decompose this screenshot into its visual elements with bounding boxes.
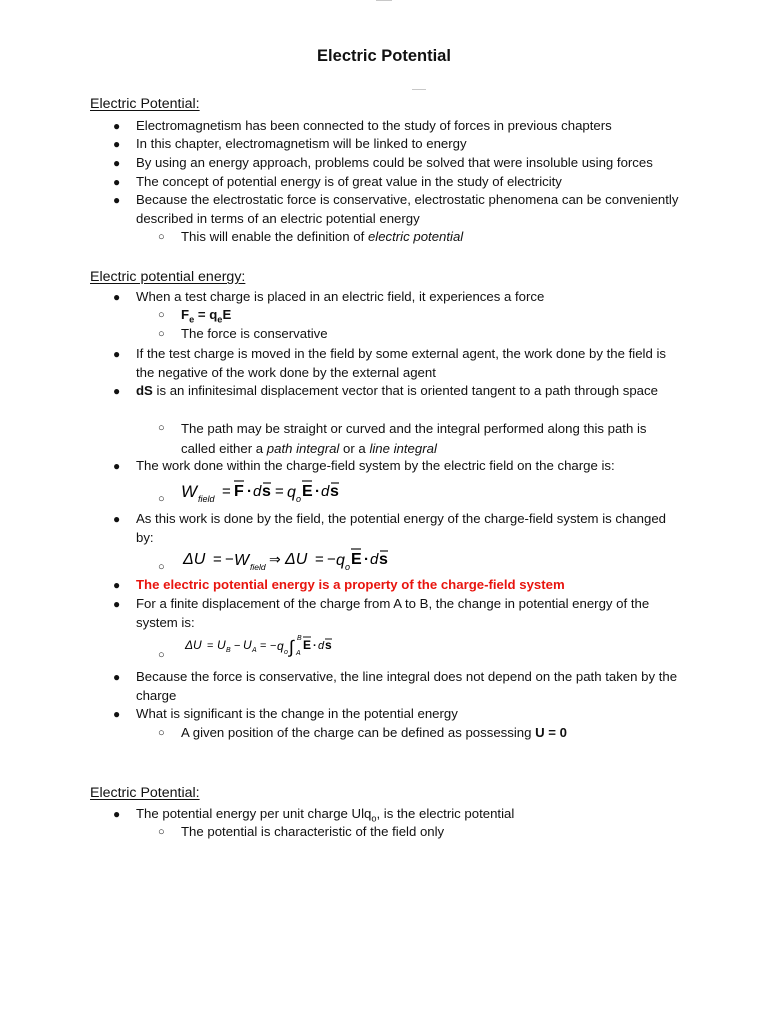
- sub-list-item: A given position of the charge can be defined as possessing U = 0: [181, 725, 567, 740]
- svg-text:W: W: [234, 552, 250, 569]
- svg-text:s: s: [262, 483, 271, 500]
- svg-text:∫: ∫: [289, 637, 294, 657]
- svg-text:E: E: [303, 638, 312, 652]
- svg-text:−: −: [270, 640, 277, 652]
- bullet-icon: ●: [113, 707, 121, 721]
- section-heading-electric-potential-energy: Electric potential energy:: [90, 269, 246, 285]
- svg-text:field: field: [198, 494, 215, 504]
- bullet-icon: ●: [113, 670, 121, 684]
- svg-text:s: s: [379, 551, 388, 568]
- list-item: The potential energy per unit charge Ulq$_o$, is the electric potential: [136, 806, 515, 824]
- svg-text:·: ·: [364, 551, 369, 568]
- svg-text:q: q: [287, 484, 296, 501]
- title-divider: [412, 89, 426, 90]
- sub-bullet-icon: ○: [158, 231, 165, 243]
- svg-text:U: U: [217, 638, 226, 652]
- svg-text:=: =: [222, 483, 231, 500]
- svg-text:d: d: [370, 551, 379, 568]
- svg-text:q: q: [277, 639, 284, 653]
- section-heading-electric-potential: Electric Potential:: [90, 96, 200, 112]
- svg-text:·: ·: [315, 483, 320, 500]
- svg-text:=: =: [207, 640, 214, 652]
- svg-text:−: −: [234, 640, 241, 652]
- svg-text:A: A: [252, 647, 257, 654]
- svg-text:E: E: [302, 483, 313, 500]
- bullet-icon: ●: [113, 119, 121, 133]
- svg-text:W: W: [181, 482, 198, 501]
- list-item: By using an energy approach, problems could be solved that were insoluble using forces: [136, 155, 653, 170]
- bullet-icon: ●: [113, 156, 121, 170]
- potential-energy-change-equation: [181, 546, 391, 574]
- force-equation: $F_e = q_eE$: [181, 307, 232, 325]
- svg-text:F: F: [234, 483, 244, 500]
- svg-text:ΔU: ΔU: [183, 551, 206, 568]
- list-item: If the test charge is moved in the field by some external agent, the work done by the field is the negative of the work done by the external agent: [136, 346, 666, 380]
- svg-text:·: ·: [313, 640, 317, 652]
- svg-text:s: s: [330, 483, 339, 500]
- highlighted-statement: The electric potential energy is a property of the charge-field system: [136, 577, 565, 592]
- sub-bullet-icon: ○: [158, 649, 165, 661]
- list-item: For a finite displacement of the charge from A to B, the change in potential energy of the system is:: [136, 596, 650, 630]
- list-item: In this chapter, electromagnetism will be linked to energy: [136, 136, 467, 151]
- sub-list-item: The force is conservative: [181, 326, 328, 341]
- svg-text:−: −: [225, 551, 234, 568]
- section-heading-electric-potential-2: Electric Potential:: [90, 785, 200, 801]
- bullet-icon: ●: [113, 578, 121, 592]
- bullet-icon: ●: [113, 459, 121, 473]
- svg-text:ΔU: ΔU: [285, 551, 308, 568]
- svg-text:U: U: [243, 638, 252, 652]
- list-item: What is significant is the change in the potential energy: [136, 706, 458, 721]
- svg-text:·: ·: [247, 483, 252, 500]
- list-item: As this work is done by the field, the potential energy of the charge-field system is changed by:: [136, 511, 666, 545]
- sub-list-item: This will enable the definition of electric potential: [181, 229, 464, 244]
- svg-text:=: =: [275, 483, 284, 500]
- svg-text:⇒: ⇒: [269, 551, 281, 567]
- svg-text:A: A: [296, 650, 301, 657]
- potential-energy-change-graphic: [181, 546, 391, 574]
- sub-bullet-icon: ○: [158, 309, 165, 321]
- top-rule: [376, 0, 392, 1]
- list-item: dS is an infinitesimal displacement vector that is oriented tangent to a path through space: [136, 383, 658, 398]
- svg-text:d: d: [321, 483, 330, 500]
- svg-text:o: o: [284, 649, 288, 656]
- svg-text:ΔU: ΔU: [185, 638, 202, 652]
- sub-list-item: The potential is characteristic of the field only: [181, 824, 445, 839]
- svg-text:=: =: [260, 640, 267, 652]
- bullet-icon: ●: [113, 597, 121, 611]
- sub-bullet-icon: ○: [158, 727, 165, 739]
- sub-bullet-icon: ○: [158, 493, 165, 505]
- svg-text:B: B: [297, 635, 302, 642]
- sub-bullet-icon: ○: [158, 328, 165, 340]
- svg-text:B: B: [226, 647, 231, 654]
- sub-bullet-icon: ○: [158, 422, 165, 434]
- sub-bullet-icon: ○: [158, 561, 165, 573]
- svg-text:=: =: [213, 551, 222, 568]
- bullet-icon: ●: [113, 512, 121, 526]
- list-item: When a test charge is placed in an electric field, it experiences a force: [136, 289, 545, 304]
- svg-text:q: q: [336, 552, 345, 569]
- sub-bullet-icon: ○: [158, 826, 165, 838]
- svg-text:−: −: [327, 551, 336, 568]
- bullet-icon: ●: [113, 384, 121, 398]
- work-equation: [181, 478, 361, 506]
- finite-displacement-equation: [185, 630, 345, 660]
- bullet-icon: ●: [113, 193, 121, 207]
- list-item: Electromagnetism has been connected to the study of forces in previous chapters: [136, 118, 612, 133]
- bullet-icon: ●: [113, 807, 121, 821]
- svg-text:d: d: [253, 483, 262, 500]
- bullet-icon: ●: [113, 347, 121, 361]
- svg-text:o: o: [345, 562, 351, 572]
- finite-displacement-graphic: [185, 630, 345, 660]
- page-title: Electric Potential: [317, 47, 451, 65]
- list-item: The concept of potential energy is of great value in the study of electricity: [136, 174, 562, 189]
- bullet-icon: ●: [113, 137, 121, 151]
- svg-text:s: s: [325, 638, 332, 652]
- svg-text:E: E: [351, 551, 362, 568]
- bullet-icon: ●: [113, 290, 121, 304]
- list-item: Because the force is conservative, the line integral does not depend on the path taken by the charge: [136, 669, 678, 703]
- sub-list-item: The path may be straight or curved and the integral performed along this path is called either a path integral or a line integral: [181, 421, 647, 456]
- svg-text:o: o: [296, 494, 302, 504]
- list-item: The work done within the charge-field system by the electric field on the charge is:: [136, 458, 615, 473]
- list-item: Because the electrostatic force is conservative, electrostatic phenomena can be conveniently described in terms of an electric potential energy: [136, 192, 679, 226]
- bullet-icon: ●: [113, 175, 121, 189]
- svg-text:=: =: [315, 551, 324, 568]
- svg-text:d: d: [318, 640, 325, 652]
- svg-text:field: field: [250, 562, 266, 572]
- work-equation-graphic: [181, 478, 361, 506]
